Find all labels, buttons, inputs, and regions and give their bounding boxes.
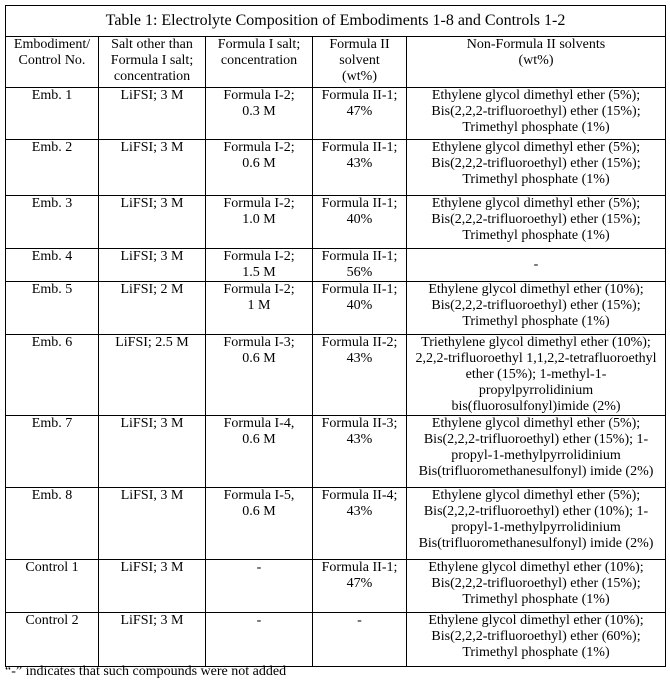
cell-line: Trimethyl phosphate (1%) xyxy=(462,228,610,243)
cell-line: propyl-1-methylpyrrolidinium xyxy=(451,448,621,463)
other-salt-cell xyxy=(99,282,206,335)
row-id-cell: Control 2 xyxy=(6,613,99,667)
formula2-solvent-cell xyxy=(313,140,407,196)
cell-line: Formula I-4, xyxy=(223,416,295,431)
header-line: Formula I salt; xyxy=(110,53,194,68)
cell-line: Bis(trifluoromethanesulfonyl) imide (2%) xyxy=(418,536,654,551)
formula1-salt-cell xyxy=(206,488,313,560)
cell-line: - xyxy=(256,560,262,575)
cell-line: 1 M xyxy=(247,298,271,313)
cell-line: 43% xyxy=(346,351,373,366)
cell-line: Bis(2,2,2-trifluoroethyl) ether (15%); xyxy=(431,576,641,591)
header-line: Embodiment/ xyxy=(13,37,91,52)
cell-line: 0.6 M xyxy=(242,504,276,519)
header-line: Salt other than xyxy=(111,37,193,52)
cell-line: Formula II-3; xyxy=(321,416,398,431)
table-body xyxy=(6,88,666,667)
table-row xyxy=(6,560,666,613)
header-line: Formula II xyxy=(329,37,390,52)
formula1-salt-cell xyxy=(206,416,313,488)
formula2-solvent-cell xyxy=(313,416,407,488)
cell-line: Formula II-1; xyxy=(321,249,398,264)
non-formula2-solvents-cell xyxy=(407,416,666,488)
cell-line: LiFSI; 3 M xyxy=(120,613,184,628)
cell-line: Bis(2,2,2-trifluoroethyl) ether (15%); 1- xyxy=(423,432,649,447)
cell-line: Ethylene glycol dimethyl ether (5%); xyxy=(431,88,641,103)
cell-line: - xyxy=(357,613,362,628)
header-formula2-solvent xyxy=(313,37,407,88)
header-line: solvent xyxy=(339,53,380,68)
formula1-salt-cell xyxy=(206,88,313,140)
header-non-formula2-solvents xyxy=(407,37,666,88)
cell-line: Formula I-2; xyxy=(223,249,295,264)
other-salt-cell xyxy=(99,249,206,282)
table-row xyxy=(6,196,666,249)
table-row xyxy=(6,249,666,282)
formula2-solvent-cell xyxy=(313,560,407,613)
formula1-salt-cell xyxy=(206,140,313,196)
cell-line: Formula II-1; xyxy=(321,196,398,211)
formula1-salt-cell xyxy=(206,335,313,416)
cell-line: Bis(2,2,2-trifluoroethyl) ether (15%); xyxy=(431,104,641,119)
formula1-salt-cell xyxy=(206,196,313,249)
table-row xyxy=(6,140,666,196)
cell-line: Bis(2,2,2-trifluoroethyl) ether (15%); xyxy=(431,298,641,313)
header-line: (wt%) xyxy=(518,53,554,68)
cell-line: LiFSI; 2 M xyxy=(120,282,184,297)
cell-line: - xyxy=(256,613,262,628)
table-row xyxy=(6,488,666,560)
row-id-cell: Emb. 5 xyxy=(6,282,99,335)
cell-line: Trimethyl phosphate (1%) xyxy=(462,120,610,135)
table-row xyxy=(6,613,666,667)
cell-line: Formula I-2; xyxy=(223,196,295,211)
formula2-solvent-cell xyxy=(313,282,407,335)
cell-line: Trimethyl phosphate (1%) xyxy=(462,645,610,660)
cell-line: LiFSI; 3 M xyxy=(120,196,184,211)
cell-line: Formula I-2; xyxy=(223,88,295,103)
cell-line: 40% xyxy=(346,298,373,313)
electrolyte-composition-table xyxy=(5,5,666,667)
cell-line: Ethylene glycol dimethyl ether (5%); xyxy=(431,416,641,431)
cell-line: LiFSI; 3 M xyxy=(120,560,184,575)
cell-line: Formula II-1; xyxy=(321,140,398,155)
cell-line: LiFSI; 3 M xyxy=(120,416,184,431)
cell-line: 2,2,2-trifluoroethyl 1,1,2,2-tetrafluoroethyl xyxy=(415,351,657,366)
non-formula2-solvents-cell xyxy=(407,140,666,196)
non-formula2-solvents-cell xyxy=(407,560,666,613)
formula2-solvent-cell xyxy=(313,196,407,249)
other-salt-cell xyxy=(99,560,206,613)
cell-line: 40% xyxy=(346,212,373,227)
cell-line: Ethylene glycol dimethyl ether (5%); xyxy=(431,196,641,211)
non-formula2-solvents-cell xyxy=(407,488,666,560)
cell-line: Formula I-3; xyxy=(223,335,295,350)
other-salt-cell xyxy=(99,196,206,249)
formula1-salt-cell xyxy=(206,613,313,667)
header-other-salt xyxy=(99,37,206,88)
cell-line: Ethylene glycol dimethyl ether (10%); xyxy=(428,613,644,628)
cell-line: ether (15%); 1-methyl-1-propylpyrrolidinium xyxy=(465,367,607,398)
cell-line: Formula I-2; xyxy=(223,282,295,297)
cell-line: Bis(2,2,2-trifluoroethyl) ether (15%); xyxy=(431,156,641,171)
cell-line: Formula II-2; xyxy=(321,335,398,350)
cell-line: 1.0 M xyxy=(242,212,276,227)
cell-line: Formula II-1; xyxy=(321,282,398,297)
formula1-salt-cell xyxy=(206,282,313,335)
formula2-solvent-cell xyxy=(313,488,407,560)
other-salt-cell xyxy=(99,416,206,488)
cell-line: Bis(2,2,2-trifluoroethyl) ether (10%); 1- xyxy=(423,504,649,519)
cell-line: 47% xyxy=(346,104,373,119)
cell-line: LiFSI, 3 M xyxy=(120,488,184,503)
row-id-cell: Emb. 8 xyxy=(6,488,99,560)
row-id-cell: Emb. 4 xyxy=(6,249,99,282)
non-formula2-solvents-cell xyxy=(407,613,666,667)
header-formula1-salt xyxy=(206,37,313,88)
row-id-cell: Emb. 1 xyxy=(6,88,99,140)
other-salt-cell xyxy=(99,140,206,196)
cell-line: Formula I-5, xyxy=(223,488,295,503)
row-id-cell: Emb. 7 xyxy=(6,416,99,488)
row-id-cell: Emb. 2 xyxy=(6,140,99,196)
header-line: Control No. xyxy=(18,53,86,68)
cell-line: 43% xyxy=(346,432,373,447)
row-id-cell: Control 1 xyxy=(6,560,99,613)
header-line: Formula I salt; xyxy=(217,37,301,52)
cell-line: 1.5 M xyxy=(242,265,276,280)
cell-line: 0.6 M xyxy=(242,156,276,171)
cell-line: Bis(2,2,2-trifluoroethyl) ether (15%); xyxy=(431,212,641,227)
cell-line: - xyxy=(533,257,539,272)
cell-line: bis(fluorosulfonyl)imide (2%) xyxy=(451,399,621,414)
cell-line: 43% xyxy=(346,156,373,171)
other-salt-cell xyxy=(99,88,206,140)
other-salt-cell xyxy=(99,335,206,416)
cell-line: Trimethyl phosphate (1%) xyxy=(462,314,610,329)
cell-line: Formula II-4; xyxy=(321,488,398,503)
row-id-cell: Emb. 3 xyxy=(6,196,99,249)
row-id-cell: Emb. 6 xyxy=(6,335,99,416)
formula1-salt-cell xyxy=(206,249,313,282)
formula1-salt-cell xyxy=(206,560,313,613)
cell-line: 43% xyxy=(346,504,373,519)
header-line: (wt%) xyxy=(342,69,377,84)
cell-line: Formula II-1; xyxy=(321,88,398,103)
non-formula2-solvents-cell xyxy=(407,335,666,416)
cell-line: 0.3 M xyxy=(242,104,276,119)
cell-line: Triethylene glycol dimethyl ether (10%); xyxy=(421,335,651,350)
cell-line: 0.6 M xyxy=(242,351,276,366)
formula2-solvent-cell xyxy=(313,335,407,416)
cell-line: Formula II-1; xyxy=(321,560,398,575)
cell-line: Bis(2,2,2-trifluoroethyl) ether (60%); xyxy=(431,629,641,644)
cell-line: Trimethyl phosphate (1%) xyxy=(462,592,610,607)
cell-line: 47% xyxy=(346,576,373,591)
formula2-solvent-cell xyxy=(313,613,407,667)
cell-line: LiFSI; 3 M xyxy=(120,249,184,264)
cell-line: Formula I-2; xyxy=(223,140,295,155)
cell-line: LiFSI; 2.5 M xyxy=(115,335,189,350)
header-line: concentration xyxy=(220,53,298,68)
table-row xyxy=(6,335,666,416)
other-salt-cell xyxy=(99,613,206,667)
table-row xyxy=(6,416,666,488)
cell-line: Ethylene glycol dimethyl ether (10%); xyxy=(428,560,644,575)
footnote: “-” indicates that such compounds were not added xyxy=(5,664,287,679)
table-row xyxy=(6,88,666,140)
cell-line: Ethylene glycol dimethyl ether (5%); xyxy=(431,140,641,155)
header-line: Non-Formula II solvents xyxy=(466,37,606,52)
header-embodiment xyxy=(6,37,99,88)
cell-line: Ethylene glycol dimethyl ether (10%); xyxy=(428,282,644,297)
cell-line: LiFSI; 3 M xyxy=(120,88,184,103)
non-formula2-solvents-cell xyxy=(407,249,666,282)
cell-line: Trimethyl phosphate (1%) xyxy=(462,172,610,187)
header-line: concentration xyxy=(113,69,191,84)
non-formula2-solvents-cell xyxy=(407,88,666,140)
table-row xyxy=(6,282,666,335)
cell-line: propyl-1-methylpyrrolidinium xyxy=(451,520,621,535)
cell-line: 0.6 M xyxy=(242,432,276,447)
cell-line: Bis(trifluoromethanesulfonyl) imide (2%) xyxy=(418,464,654,479)
cell-line: Ethylene glycol dimethyl ether (5%); xyxy=(431,488,641,503)
non-formula2-solvents-cell xyxy=(407,196,666,249)
formula2-solvent-cell xyxy=(313,249,407,282)
header-row xyxy=(6,37,666,88)
other-salt-cell xyxy=(99,488,206,560)
formula2-solvent-cell xyxy=(313,88,407,140)
table-title: Table 1: Electrolyte Composition of Embodiments 1-8 and Controls 1-2 xyxy=(6,6,666,37)
non-formula2-solvents-cell xyxy=(407,282,666,335)
cell-line: 56% xyxy=(346,265,373,280)
cell-line: LiFSI; 3 M xyxy=(120,140,184,155)
